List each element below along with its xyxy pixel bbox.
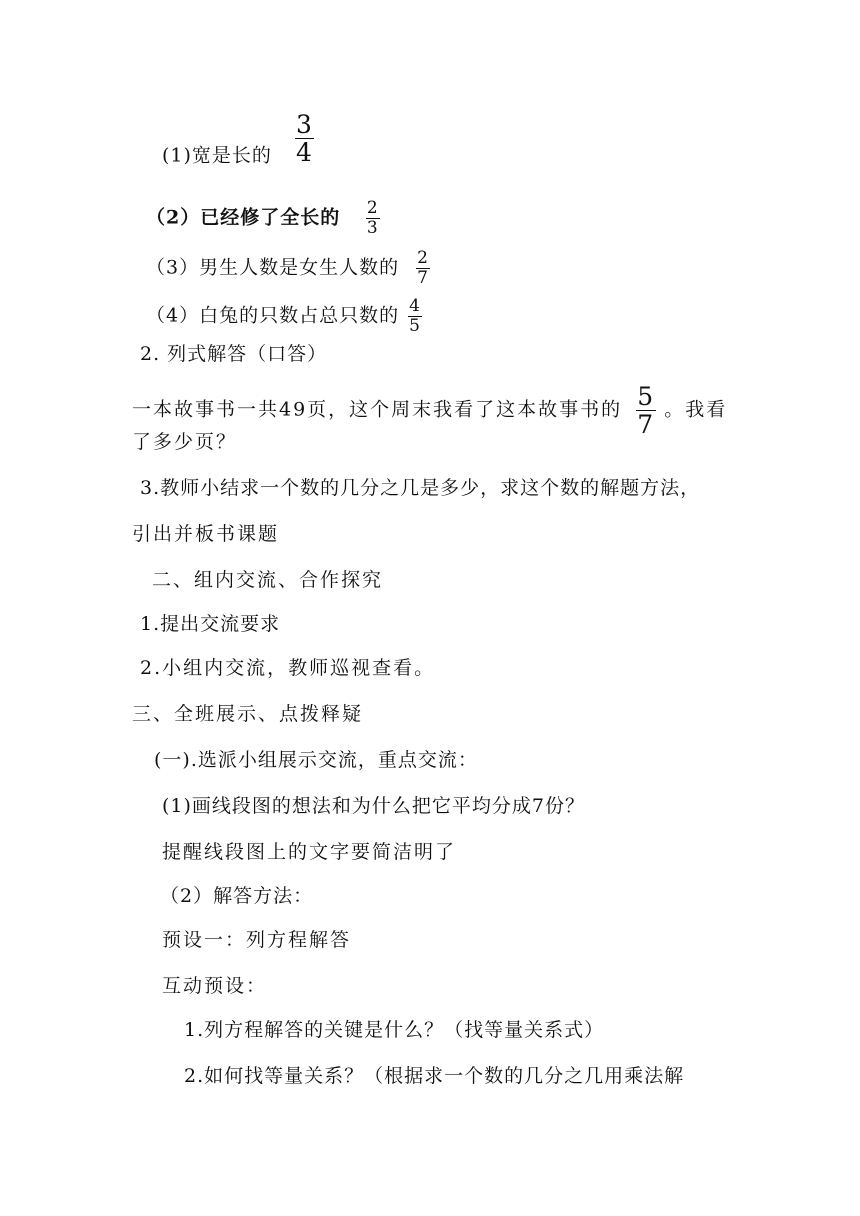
item-3: [146, 250, 434, 287]
part-3-sub-1: (一).选派小组展示交流，重点交流：: [154, 749, 478, 771]
fraction-denominator: 4: [295, 138, 313, 167]
fraction-numerator: 2: [366, 198, 379, 218]
fraction-numerator: 5: [637, 382, 656, 411]
item-4-text: （4）白兔的只数占总只数的: [146, 304, 400, 327]
section-2-title: 2. 列式解答（口答）: [140, 343, 328, 365]
fraction-numerator: 3: [295, 110, 313, 139]
problem-text-b: 。我看: [664, 398, 728, 421]
part-2-item-1: 1.提出交流要求: [140, 613, 281, 635]
fraction-denominator: 7: [637, 410, 656, 439]
fraction-2-3: [366, 200, 380, 237]
item-2-text: （2）已经修了全长的: [146, 206, 341, 229]
fraction-5-7: [636, 384, 656, 437]
fraction-denominator: 7: [417, 268, 429, 288]
fraction-3-4: [295, 112, 314, 165]
section-3-line-2: 引出并板书课题: [132, 523, 280, 545]
problem-text-a: 一本故事书一共49页，这个周末我看了这本故事书的: [132, 398, 623, 421]
section-2-problem-cont: 了多少页？: [132, 431, 238, 453]
part-3-title: 三、全班展示、点拨释疑: [132, 703, 364, 725]
fraction-numerator: 4: [409, 296, 421, 316]
section-3-line-1: 3.教师小结求一个数的几分之几是多少，求这个数的解题方法，: [140, 477, 701, 499]
item-1: [162, 110, 318, 183]
fraction-denominator: 5: [409, 316, 421, 336]
item-1-text: (1)宽是长的: [162, 144, 272, 167]
part-3-p7: 2.如何找等量关系？（根据求一个数的几分之几用乘法解: [184, 1065, 685, 1087]
part-3-p1: (1)画线段图的想法和为什么把它平均分成7份？: [162, 795, 586, 817]
part-3-p4: 预设一：列方程解答: [162, 929, 352, 951]
item-4: [146, 298, 426, 335]
fraction-2-7: [416, 250, 430, 287]
part-2-item-2: 2.小组内交流，教师巡视查看。: [140, 657, 436, 679]
part-3-p3: （2）解答方法：: [160, 885, 314, 907]
fraction-denominator: 3: [366, 218, 379, 238]
item-3-text: （3）男生人数是女生人数的: [146, 256, 400, 279]
part-3-p6: 1.列方程解答的关键是什么？（找等量关系式）: [184, 1019, 605, 1041]
fraction-numerator: 2: [417, 248, 429, 268]
part-3-p5: 互动预设：: [162, 975, 268, 997]
part-2-title: 二、组内交流、合作探究: [152, 569, 384, 591]
item-2: [146, 200, 384, 237]
fraction-4-5: [408, 298, 422, 335]
part-3-p2: 提醒线段图上的文字要简洁明了: [162, 841, 457, 863]
